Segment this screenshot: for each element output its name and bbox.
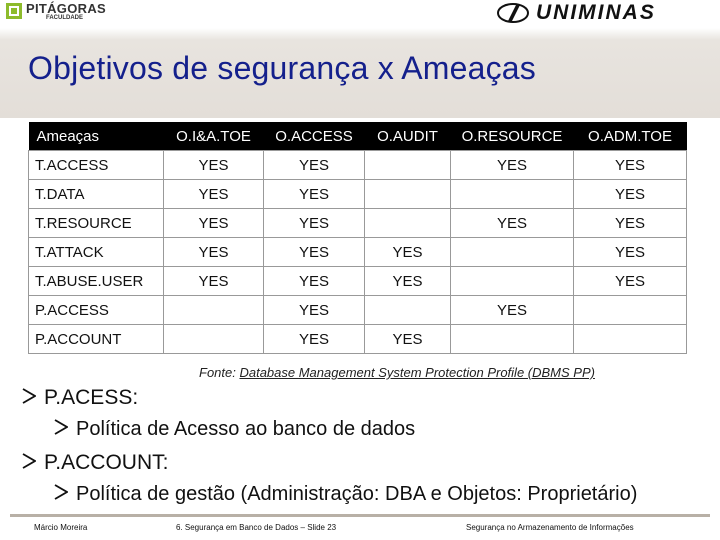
table-cell: YES xyxy=(164,180,264,209)
table-cell: YES xyxy=(365,267,451,296)
table-cell: YES xyxy=(264,325,365,354)
header-cell: O.AUDIT xyxy=(365,122,451,151)
row-label: P.ACCESS xyxy=(29,296,164,325)
pitagoras-logo-icon xyxy=(6,3,22,19)
header-cell: O.I&A.TOE xyxy=(164,122,264,151)
table-cell: YES xyxy=(264,180,365,209)
table-cell: YES xyxy=(574,209,687,238)
table-cell: YES xyxy=(164,238,264,267)
sub-bullet-p-acess xyxy=(54,418,415,441)
arrow-bullet-icon xyxy=(22,386,36,410)
table-cell: YES xyxy=(574,151,687,180)
table-cell: YES xyxy=(451,209,574,238)
arrow-bullet-icon xyxy=(54,418,68,441)
source-link[interactable]: Database Management System Protection Profile (DBMS PP) xyxy=(239,365,595,380)
table-header-row xyxy=(29,122,687,151)
bullet-p-account xyxy=(22,451,168,475)
table-row xyxy=(29,238,687,267)
uniminas-logo-name: UNIMINAS xyxy=(536,1,656,24)
page-title: Objetivos de segurança x Ameaças xyxy=(28,50,537,86)
row-label: T.DATA xyxy=(29,180,164,209)
footer-slide: 6. Segurança em Banco de Dados – Slide 23 xyxy=(176,523,337,532)
table-row xyxy=(29,209,687,238)
table-cell: YES xyxy=(365,238,451,267)
table-cell xyxy=(451,238,574,267)
table-cell xyxy=(164,296,264,325)
bullet-label: P.ACESS: xyxy=(44,386,139,409)
bullet-p-acess xyxy=(22,386,138,410)
threats-objectives-table xyxy=(28,122,687,354)
table-cell xyxy=(574,325,687,354)
table-row xyxy=(29,180,687,209)
footer-course: Segurança no Armazenamento de Informações xyxy=(466,523,634,532)
footer xyxy=(0,514,720,540)
header-cell: O.ADM.TOE xyxy=(574,122,687,151)
bullet-label: P.ACCOUNT: xyxy=(44,451,169,474)
table-cell xyxy=(451,267,574,296)
table-cell: YES xyxy=(164,267,264,296)
arrow-bullet-icon xyxy=(22,451,36,475)
uniminas-logo xyxy=(496,2,706,24)
table-cell: YES xyxy=(451,151,574,180)
table-row xyxy=(29,267,687,296)
header-cell: Ameaças xyxy=(29,122,164,151)
table-row xyxy=(29,151,687,180)
table-cell xyxy=(365,180,451,209)
row-label: P.ACCOUNT xyxy=(29,325,164,354)
row-label: T.RESOURCE xyxy=(29,209,164,238)
table-cell xyxy=(365,296,451,325)
table-row xyxy=(29,325,687,354)
table-cell: YES xyxy=(451,296,574,325)
uniminas-logo-icon xyxy=(496,2,530,24)
table-cell: YES xyxy=(264,238,365,267)
sub-bullet-p-account xyxy=(54,483,637,506)
header-cell: O.ACCESS xyxy=(264,122,365,151)
row-label: T.ATTACK xyxy=(29,238,164,267)
footer-divider xyxy=(10,514,710,517)
table-cell xyxy=(574,296,687,325)
arrow-bullet-icon xyxy=(54,483,68,506)
table-cell: YES xyxy=(574,180,687,209)
pitagoras-logo-sub: FACULDADE xyxy=(46,15,83,21)
table-cell: YES xyxy=(365,325,451,354)
table-cell: YES xyxy=(264,267,365,296)
pitagoras-logo-name: PITÁGORAS xyxy=(26,1,106,16)
table-cell: YES xyxy=(164,209,264,238)
table-cell xyxy=(164,325,264,354)
footer-author: Márcio Moreira xyxy=(34,523,88,532)
pitagoras-logo xyxy=(6,1,136,23)
table-cell xyxy=(365,151,451,180)
table-cell xyxy=(451,325,574,354)
source-prefix: Fonte: xyxy=(199,365,240,380)
header-band xyxy=(0,0,720,118)
sub-bullet-label: Política de gestão (Administração: DBA e Objetos: Proprietário) xyxy=(76,483,638,505)
table-cell: YES xyxy=(574,238,687,267)
table-cell: YES xyxy=(264,296,365,325)
table-cell xyxy=(451,180,574,209)
table-cell: YES xyxy=(264,151,365,180)
row-label: T.ACCESS xyxy=(29,151,164,180)
table-cell xyxy=(365,209,451,238)
source-note xyxy=(199,365,595,380)
table-row xyxy=(29,296,687,325)
table-cell: YES xyxy=(574,267,687,296)
header-cell: O.RESOURCE xyxy=(451,122,574,151)
table-cell: YES xyxy=(264,209,365,238)
row-label: T.ABUSE.USER xyxy=(29,267,164,296)
table-cell: YES xyxy=(164,151,264,180)
sub-bullet-label: Política de Acesso ao banco de dados xyxy=(76,418,416,440)
